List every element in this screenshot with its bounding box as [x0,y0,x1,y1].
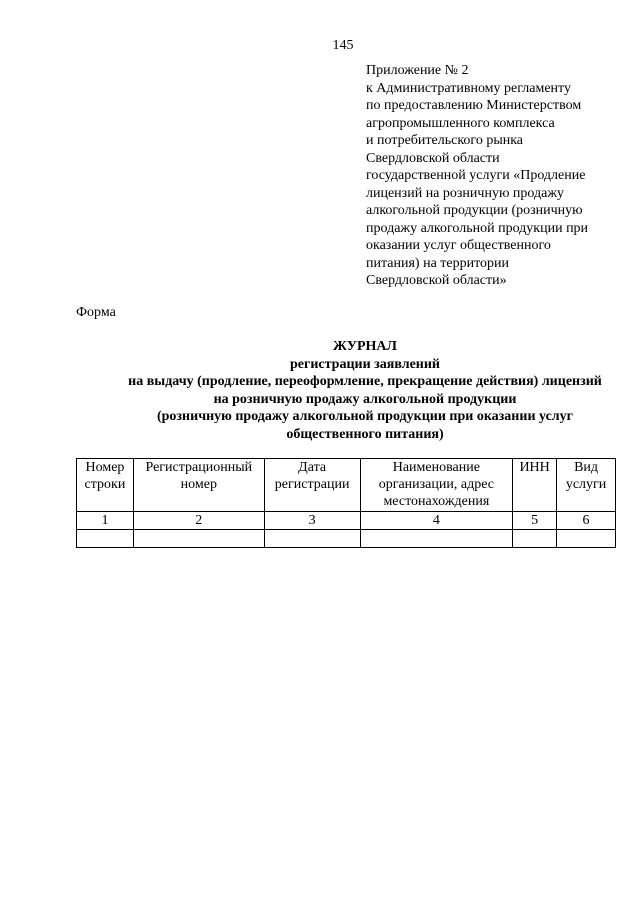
table-cell [360,530,513,548]
title-line: общественного питания) [286,426,444,442]
title-line: на выдачу (продление, переоформление, прекращение действия) лицензий [128,374,602,389]
appendix-line: государственной услуги «Продление [366,168,586,183]
appendix-line: алкогольной продукции (розничную [366,203,583,218]
table-cell [77,530,134,548]
table-row [77,530,616,548]
appendix-line: Свердловской области» [366,273,507,288]
appendix-line: лицензий на розничную продажу [366,185,565,201]
appendix-line: по предоставлению Министерством [366,98,582,113]
column-number: 6 [557,512,616,530]
appendix-line: оказании услуг общественного [366,238,551,253]
header-registration-number: Регистрационный номер [133,459,264,512]
header-registration-date: Дата регистрации [264,459,360,512]
table-header-row [77,459,616,512]
column-number: 5 [513,512,557,530]
title-line: (розничную продажу алкогольной продукции при оказании услуг [156,409,573,424]
table-cell [557,530,616,548]
column-number: 3 [264,512,360,530]
column-number: 1 [77,512,134,530]
title-line: на розничную продажу алкогольной продукции [213,391,517,407]
table-cell [264,530,360,548]
header-inn: ИНН [513,459,557,512]
appendix-line: агропромышленного комплекса [366,115,555,131]
column-number: 2 [133,512,264,530]
appendix-block [366,62,628,290]
appendix-line: питания) на территории [366,255,510,271]
title-line: ЖУРНАЛ [333,339,397,354]
appendix-line: Приложение № 2 [366,63,469,78]
form-label: Форма [76,305,116,320]
header-row-number: Номер строки [77,459,134,512]
column-number-row [77,512,616,530]
journal-title [60,338,640,443]
appendix-line: Свердловской области [366,150,500,166]
table-cell [513,530,557,548]
header-service-type: Вид услуги [557,459,616,512]
appendix-line: продажу алкогольной продукции при [366,220,589,236]
table-cell [133,530,264,548]
header-organization: Наименование организации, адрес местонахождения [360,459,513,512]
appendix-line: и потребительского рынка [366,133,524,148]
appendix-line: к Административному регламенту [366,80,571,96]
column-number: 4 [360,512,513,530]
page-number: 145 [332,38,354,53]
title-line: регистрации заявлений [289,356,440,372]
journal-table [76,458,616,548]
